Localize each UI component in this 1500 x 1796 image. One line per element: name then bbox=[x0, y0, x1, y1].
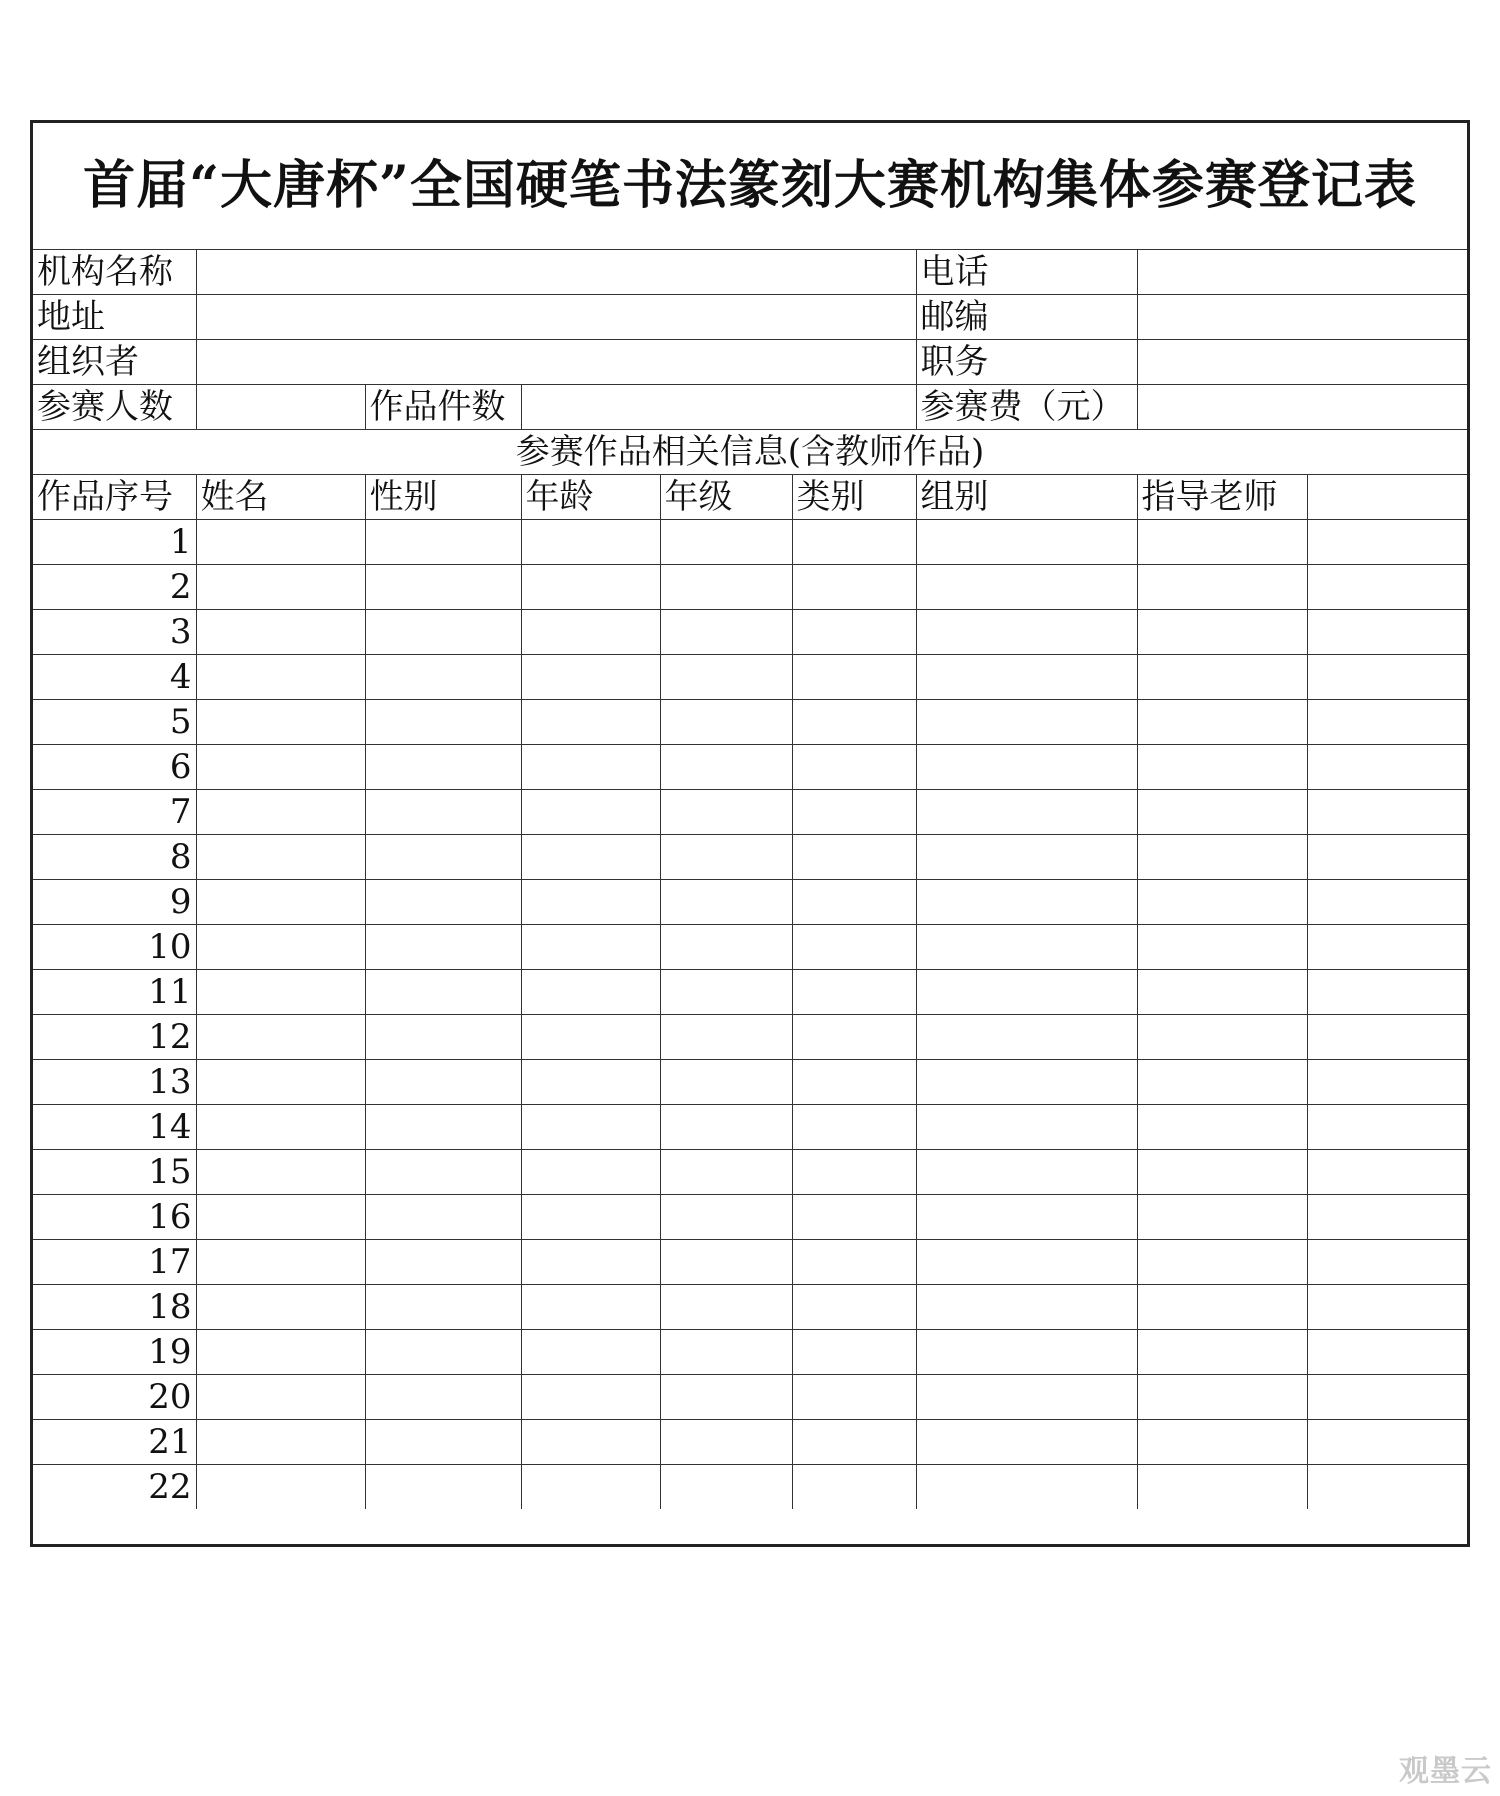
cell-grade[interactable] bbox=[660, 924, 792, 969]
cell-age[interactable] bbox=[521, 1284, 660, 1329]
cell-category[interactable] bbox=[792, 879, 916, 924]
table-row bbox=[33, 519, 1467, 564]
cell-grade[interactable] bbox=[660, 744, 792, 789]
col-header-extra bbox=[1307, 474, 1467, 519]
fee-label: 参赛费（元） bbox=[916, 384, 1137, 429]
cell-extra[interactable] bbox=[1307, 1059, 1467, 1104]
cell-gender[interactable] bbox=[365, 654, 521, 699]
cell-grade[interactable] bbox=[660, 1014, 792, 1059]
table-row bbox=[33, 1149, 1467, 1194]
cell-name[interactable] bbox=[196, 1464, 365, 1509]
cell-name[interactable] bbox=[196, 879, 365, 924]
row-number: 8 bbox=[33, 834, 196, 879]
cell-teacher[interactable] bbox=[1137, 879, 1307, 924]
cell-gender[interactable] bbox=[365, 1059, 521, 1104]
cell-group[interactable] bbox=[916, 654, 1137, 699]
cell-name[interactable] bbox=[196, 1059, 365, 1104]
row-number: 16 bbox=[33, 1194, 196, 1239]
table-row bbox=[33, 879, 1467, 924]
cell-name[interactable] bbox=[196, 1149, 365, 1194]
cell-teacher[interactable] bbox=[1137, 1104, 1307, 1149]
cell-grade[interactable] bbox=[660, 519, 792, 564]
table-row bbox=[33, 564, 1467, 609]
table-row bbox=[33, 1014, 1467, 1059]
cell-grade[interactable] bbox=[660, 1149, 792, 1194]
cell-extra[interactable] bbox=[1307, 789, 1467, 834]
cell-teacher[interactable] bbox=[1137, 789, 1307, 834]
cell-teacher[interactable] bbox=[1137, 1464, 1307, 1509]
cell-group[interactable] bbox=[916, 1329, 1137, 1374]
table-row bbox=[33, 609, 1467, 654]
row-number: 14 bbox=[33, 1104, 196, 1149]
cell-gender[interactable] bbox=[365, 744, 521, 789]
row-number: 7 bbox=[33, 789, 196, 834]
cell-grade[interactable] bbox=[660, 834, 792, 879]
table-row bbox=[33, 789, 1467, 834]
cell-category[interactable] bbox=[792, 789, 916, 834]
cell-category[interactable] bbox=[792, 1284, 916, 1329]
cell-grade[interactable] bbox=[660, 1284, 792, 1329]
cell-group[interactable] bbox=[916, 1149, 1137, 1194]
cell-grade[interactable] bbox=[660, 1329, 792, 1374]
table-row bbox=[33, 1104, 1467, 1149]
cell-gender[interactable] bbox=[365, 1374, 521, 1419]
cell-category[interactable] bbox=[792, 1239, 916, 1284]
table-row bbox=[33, 744, 1467, 789]
cell-gender[interactable] bbox=[365, 1104, 521, 1149]
section-row bbox=[33, 429, 1467, 474]
cell-gender[interactable] bbox=[365, 834, 521, 879]
cell-teacher[interactable] bbox=[1137, 654, 1307, 699]
cell-group[interactable] bbox=[916, 609, 1137, 654]
cell-group[interactable] bbox=[916, 924, 1137, 969]
cell-teacher[interactable] bbox=[1137, 834, 1307, 879]
cell-gender[interactable] bbox=[365, 1419, 521, 1464]
cell-gender[interactable] bbox=[365, 1194, 521, 1239]
cell-gender[interactable] bbox=[365, 1149, 521, 1194]
cell-age[interactable] bbox=[521, 1194, 660, 1239]
cell-group[interactable] bbox=[916, 519, 1137, 564]
col-header-age: 年龄 bbox=[521, 474, 660, 519]
table-row bbox=[33, 1239, 1467, 1284]
table-row bbox=[33, 699, 1467, 744]
cell-grade[interactable] bbox=[660, 789, 792, 834]
cell-name[interactable] bbox=[196, 519, 365, 564]
cell-category[interactable] bbox=[792, 1194, 916, 1239]
cell-name[interactable] bbox=[196, 1014, 365, 1059]
cell-grade[interactable] bbox=[660, 879, 792, 924]
table-row bbox=[33, 1419, 1467, 1464]
table-row bbox=[33, 1464, 1467, 1509]
org-name-row bbox=[33, 249, 1467, 294]
table-row bbox=[33, 654, 1467, 699]
cell-category[interactable] bbox=[792, 654, 916, 699]
cell-name[interactable] bbox=[196, 924, 365, 969]
cell-extra[interactable] bbox=[1307, 609, 1467, 654]
cell-extra[interactable] bbox=[1307, 879, 1467, 924]
row-number: 18 bbox=[33, 1284, 196, 1329]
cell-age[interactable] bbox=[521, 1239, 660, 1284]
cell-gender[interactable] bbox=[365, 969, 521, 1014]
cell-teacher[interactable] bbox=[1137, 1284, 1307, 1329]
cell-age[interactable] bbox=[521, 1149, 660, 1194]
cell-gender[interactable] bbox=[365, 1329, 521, 1374]
cell-name[interactable] bbox=[196, 564, 365, 609]
cell-extra[interactable] bbox=[1307, 654, 1467, 699]
cell-teacher[interactable] bbox=[1137, 609, 1307, 654]
table-row bbox=[33, 969, 1467, 1014]
row-number: 3 bbox=[33, 609, 196, 654]
cell-extra[interactable] bbox=[1307, 744, 1467, 789]
cell-category[interactable] bbox=[792, 969, 916, 1014]
row-number: 22 bbox=[33, 1464, 196, 1509]
cell-grade[interactable] bbox=[660, 564, 792, 609]
cell-age[interactable] bbox=[521, 609, 660, 654]
cell-group[interactable] bbox=[916, 879, 1137, 924]
address-label: 地址 bbox=[33, 294, 196, 339]
form-title: 首届“大唐杯”全国硬笔书法篆刻大赛机构集体参赛登记表 bbox=[33, 123, 1467, 249]
cell-extra[interactable] bbox=[1307, 564, 1467, 609]
works-count-field[interactable] bbox=[521, 384, 916, 429]
cell-extra[interactable] bbox=[1307, 1014, 1467, 1059]
cell-name[interactable] bbox=[196, 1374, 365, 1419]
cell-age[interactable] bbox=[521, 789, 660, 834]
cell-age[interactable] bbox=[521, 1419, 660, 1464]
cell-category[interactable] bbox=[792, 1059, 916, 1104]
cell-grade[interactable] bbox=[660, 1104, 792, 1149]
cell-gender[interactable] bbox=[365, 519, 521, 564]
position-field[interactable] bbox=[1137, 339, 1467, 384]
title-row bbox=[33, 123, 1467, 249]
watermark-logo: 观墨云 bbox=[1399, 1754, 1492, 1789]
cell-extra[interactable] bbox=[1307, 1374, 1467, 1419]
cell-age[interactable] bbox=[521, 924, 660, 969]
table-row bbox=[33, 1059, 1467, 1104]
cell-extra[interactable] bbox=[1307, 1419, 1467, 1464]
organizer-label: 组织者 bbox=[33, 339, 196, 384]
cell-category[interactable] bbox=[792, 1329, 916, 1374]
cell-teacher[interactable] bbox=[1137, 1059, 1307, 1104]
row-number: 13 bbox=[33, 1059, 196, 1104]
cell-group[interactable] bbox=[916, 1374, 1137, 1419]
fee-field[interactable] bbox=[1137, 384, 1467, 429]
cell-name[interactable] bbox=[196, 1194, 365, 1239]
col-header-serial: 作品序号 bbox=[33, 474, 196, 519]
cell-teacher[interactable] bbox=[1137, 1014, 1307, 1059]
cell-teacher[interactable] bbox=[1137, 1374, 1307, 1419]
organizer-row bbox=[33, 339, 1467, 384]
col-header-group: 组别 bbox=[916, 474, 1137, 519]
row-number: 15 bbox=[33, 1149, 196, 1194]
row-number: 20 bbox=[33, 1374, 196, 1419]
cell-age[interactable] bbox=[521, 699, 660, 744]
col-header-name: 姓名 bbox=[196, 474, 365, 519]
registration-table bbox=[33, 123, 1467, 1509]
cell-teacher[interactable] bbox=[1137, 519, 1307, 564]
cell-grade[interactable] bbox=[660, 1194, 792, 1239]
cell-extra[interactable] bbox=[1307, 1104, 1467, 1149]
cell-age[interactable] bbox=[521, 519, 660, 564]
postcode-field[interactable] bbox=[1137, 294, 1467, 339]
row-number: 12 bbox=[33, 1014, 196, 1059]
cell-name[interactable] bbox=[196, 1419, 365, 1464]
postcode-label: 邮编 bbox=[916, 294, 1137, 339]
cell-extra[interactable] bbox=[1307, 1194, 1467, 1239]
table-row bbox=[33, 834, 1467, 879]
cell-teacher[interactable] bbox=[1137, 1194, 1307, 1239]
cell-group[interactable] bbox=[916, 1464, 1137, 1509]
cell-name[interactable] bbox=[196, 834, 365, 879]
cell-extra[interactable] bbox=[1307, 834, 1467, 879]
cell-age[interactable] bbox=[521, 744, 660, 789]
registration-form bbox=[30, 120, 1470, 1547]
cell-category[interactable] bbox=[792, 564, 916, 609]
cell-group[interactable] bbox=[916, 1239, 1137, 1284]
section-title: 参赛作品相关信息(含教师作品) bbox=[33, 429, 1467, 474]
cell-grade[interactable] bbox=[660, 1419, 792, 1464]
phone-field[interactable] bbox=[1137, 249, 1467, 294]
table-row bbox=[33, 1194, 1467, 1239]
org-name-label: 机构名称 bbox=[33, 249, 196, 294]
cell-teacher[interactable] bbox=[1137, 1419, 1307, 1464]
cell-name[interactable] bbox=[196, 969, 365, 1014]
cell-category[interactable] bbox=[792, 1464, 916, 1509]
cell-grade[interactable] bbox=[660, 969, 792, 1014]
cell-grade[interactable] bbox=[660, 699, 792, 744]
cell-age[interactable] bbox=[521, 879, 660, 924]
row-number: 1 bbox=[33, 519, 196, 564]
cell-gender[interactable] bbox=[365, 699, 521, 744]
cell-teacher[interactable] bbox=[1137, 1149, 1307, 1194]
col-header-category: 类别 bbox=[792, 474, 916, 519]
cell-name[interactable] bbox=[196, 654, 365, 699]
table-row bbox=[33, 924, 1467, 969]
cell-gender[interactable] bbox=[365, 1284, 521, 1329]
address-row bbox=[33, 294, 1467, 339]
cell-extra[interactable] bbox=[1307, 1464, 1467, 1509]
cell-gender[interactable] bbox=[365, 1014, 521, 1059]
cell-age[interactable] bbox=[521, 654, 660, 699]
cell-age[interactable] bbox=[521, 969, 660, 1014]
cell-category[interactable] bbox=[792, 1014, 916, 1059]
cell-name[interactable] bbox=[196, 1329, 365, 1374]
row-number: 5 bbox=[33, 699, 196, 744]
cell-group[interactable] bbox=[916, 834, 1137, 879]
cell-grade[interactable] bbox=[660, 1374, 792, 1419]
cell-gender[interactable] bbox=[365, 1464, 521, 1509]
cell-name[interactable] bbox=[196, 1284, 365, 1329]
col-header-gender: 性别 bbox=[365, 474, 521, 519]
cell-age[interactable] bbox=[521, 834, 660, 879]
cell-category[interactable] bbox=[792, 744, 916, 789]
cell-category[interactable] bbox=[792, 834, 916, 879]
cell-category[interactable] bbox=[792, 1149, 916, 1194]
cell-grade[interactable] bbox=[660, 1239, 792, 1284]
cell-group[interactable] bbox=[916, 1194, 1137, 1239]
organizer-field[interactable] bbox=[196, 339, 916, 384]
row-number: 11 bbox=[33, 969, 196, 1014]
cell-age[interactable] bbox=[521, 1059, 660, 1104]
cell-extra[interactable] bbox=[1307, 699, 1467, 744]
cell-grade[interactable] bbox=[660, 1464, 792, 1509]
works-count-label: 作品件数 bbox=[365, 384, 521, 429]
table-row bbox=[33, 1329, 1467, 1374]
cell-gender[interactable] bbox=[365, 609, 521, 654]
cell-extra[interactable] bbox=[1307, 969, 1467, 1014]
cell-category[interactable] bbox=[792, 699, 916, 744]
cell-group[interactable] bbox=[916, 699, 1137, 744]
org-name-field[interactable] bbox=[196, 249, 916, 294]
cell-name[interactable] bbox=[196, 1104, 365, 1149]
position-label: 职务 bbox=[916, 339, 1137, 384]
cell-extra[interactable] bbox=[1307, 924, 1467, 969]
cell-age[interactable] bbox=[521, 1374, 660, 1419]
cell-grade[interactable] bbox=[660, 1059, 792, 1104]
count-row bbox=[33, 384, 1467, 429]
cell-group[interactable] bbox=[916, 564, 1137, 609]
cell-group[interactable] bbox=[916, 1104, 1137, 1149]
cell-teacher[interactable] bbox=[1137, 699, 1307, 744]
cell-name[interactable] bbox=[196, 1239, 365, 1284]
cell-gender[interactable] bbox=[365, 789, 521, 834]
cell-extra[interactable] bbox=[1307, 1239, 1467, 1284]
cell-age[interactable] bbox=[521, 1014, 660, 1059]
row-number: 6 bbox=[33, 744, 196, 789]
row-number: 10 bbox=[33, 924, 196, 969]
cell-name[interactable] bbox=[196, 609, 365, 654]
header-row bbox=[33, 474, 1467, 519]
cell-group[interactable] bbox=[916, 789, 1137, 834]
cell-teacher[interactable] bbox=[1137, 924, 1307, 969]
cell-age[interactable] bbox=[521, 564, 660, 609]
phone-label: 电话 bbox=[916, 249, 1137, 294]
cell-category[interactable] bbox=[792, 1374, 916, 1419]
col-header-grade: 年级 bbox=[660, 474, 792, 519]
cell-group[interactable] bbox=[916, 1284, 1137, 1329]
cell-teacher[interactable] bbox=[1137, 1329, 1307, 1374]
cell-extra[interactable] bbox=[1307, 1149, 1467, 1194]
cell-group[interactable] bbox=[916, 1419, 1137, 1464]
cell-age[interactable] bbox=[521, 1104, 660, 1149]
cell-group[interactable] bbox=[916, 1059, 1137, 1104]
cell-gender[interactable] bbox=[365, 879, 521, 924]
cell-category[interactable] bbox=[792, 1419, 916, 1464]
cell-teacher[interactable] bbox=[1137, 744, 1307, 789]
cell-category[interactable] bbox=[792, 924, 916, 969]
participants-field[interactable] bbox=[196, 384, 365, 429]
cell-group[interactable] bbox=[916, 1014, 1137, 1059]
cell-name[interactable] bbox=[196, 789, 365, 834]
cell-gender[interactable] bbox=[365, 1239, 521, 1284]
cell-grade[interactable] bbox=[660, 654, 792, 699]
cell-age[interactable] bbox=[521, 1464, 660, 1509]
participants-label: 参赛人数 bbox=[33, 384, 196, 429]
cell-teacher[interactable] bbox=[1137, 969, 1307, 1014]
row-number: 4 bbox=[33, 654, 196, 699]
cell-gender[interactable] bbox=[365, 564, 521, 609]
address-field[interactable] bbox=[196, 294, 916, 339]
table-row bbox=[33, 1374, 1467, 1419]
cell-category[interactable] bbox=[792, 519, 916, 564]
row-number: 21 bbox=[33, 1419, 196, 1464]
col-header-teacher: 指导老师 bbox=[1137, 474, 1307, 519]
cell-category[interactable] bbox=[792, 609, 916, 654]
row-number: 9 bbox=[33, 879, 196, 924]
cell-group[interactable] bbox=[916, 744, 1137, 789]
cell-category[interactable] bbox=[792, 1104, 916, 1149]
table-row bbox=[33, 1284, 1467, 1329]
cell-group[interactable] bbox=[916, 969, 1137, 1014]
cell-extra[interactable] bbox=[1307, 519, 1467, 564]
cell-extra[interactable] bbox=[1307, 1284, 1467, 1329]
cell-age[interactable] bbox=[521, 1329, 660, 1374]
cell-teacher[interactable] bbox=[1137, 564, 1307, 609]
cell-extra[interactable] bbox=[1307, 1329, 1467, 1374]
row-number: 2 bbox=[33, 564, 196, 609]
cell-teacher[interactable] bbox=[1137, 1239, 1307, 1284]
cell-gender[interactable] bbox=[365, 924, 521, 969]
row-number: 17 bbox=[33, 1239, 196, 1284]
cell-name[interactable] bbox=[196, 699, 365, 744]
row-number: 19 bbox=[33, 1329, 196, 1374]
cell-grade[interactable] bbox=[660, 609, 792, 654]
cell-name[interactable] bbox=[196, 744, 365, 789]
